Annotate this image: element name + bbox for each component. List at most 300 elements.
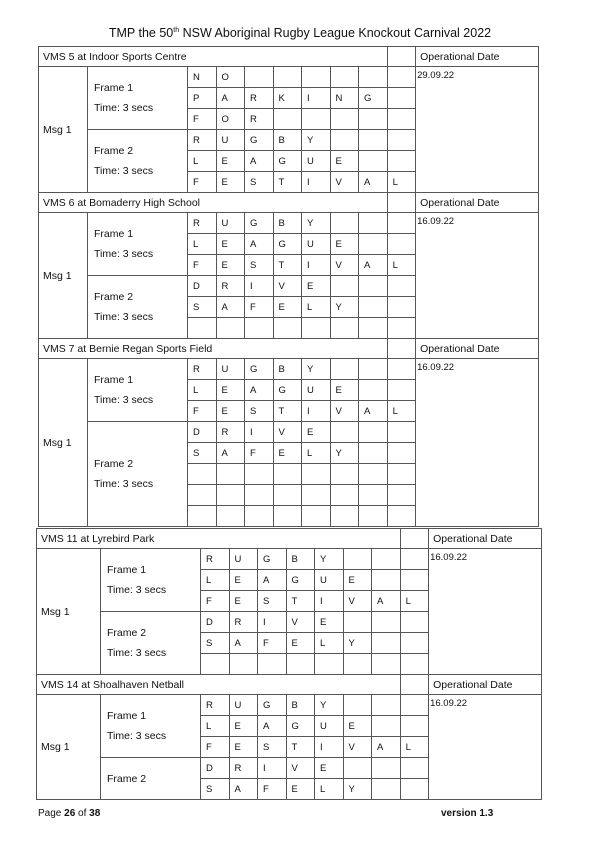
vms-letter-cell <box>359 443 388 464</box>
vms-letter-cell: G <box>245 213 274 234</box>
vms-letter-cell <box>359 297 388 318</box>
operational-date-label: Operational Date <box>416 47 539 67</box>
vms-letter-cell <box>372 654 401 675</box>
message-row <box>37 695 542 716</box>
vms-letter-cell: Y <box>302 130 331 151</box>
vms-letter-cell <box>400 612 429 633</box>
vms-letter-cell <box>330 109 359 130</box>
vms-letter-cell <box>387 506 416 527</box>
vms-letter-cell: Y <box>315 695 344 716</box>
frame-time: Time: 3 secs <box>94 478 154 490</box>
vms-letter-cell: L <box>400 591 429 612</box>
vms-letter-cell <box>359 130 388 151</box>
vms-letter-cell: S <box>188 443 217 464</box>
message-label: Msg 1 <box>37 549 101 675</box>
vms-letter-cell: F <box>258 633 287 654</box>
vms-letter-cell: L <box>315 633 344 654</box>
vms-letter-cell <box>387 380 416 401</box>
vms-letter-cell: E <box>216 255 245 276</box>
vms-letter-cell: B <box>273 130 302 151</box>
vms-letter-cell: Y <box>330 443 359 464</box>
vms-letter-cell <box>330 485 359 506</box>
vms-letter-cell: V <box>343 591 372 612</box>
vms-letter-cell <box>330 464 359 485</box>
vms-letter-cell: E <box>229 570 258 591</box>
vms-location: VMS 7 at Bernie Regan Sports Field <box>39 339 388 359</box>
vms-letter-cell <box>216 485 245 506</box>
vms-letter-cell <box>330 213 359 234</box>
vms-letter-cell: E <box>216 401 245 422</box>
frame-cell <box>101 549 201 612</box>
vms-letter-cell <box>216 318 245 339</box>
vms-letter-cell: A <box>245 151 274 172</box>
vms-letter-cell: F <box>245 443 274 464</box>
vms-letter-cell <box>387 88 416 109</box>
vms-letter-cell <box>188 464 217 485</box>
message-label: Msg 1 <box>39 67 88 193</box>
message-label: Msg 1 <box>37 695 101 800</box>
frame-time: Time: 3 secs <box>94 102 154 114</box>
vms-letter-cell: E <box>286 633 315 654</box>
vms-letter-cell <box>359 464 388 485</box>
vms-letter-cell <box>343 758 372 779</box>
vms-letter-cell: G <box>245 359 274 380</box>
vms-letter-cell <box>188 318 217 339</box>
vms-letter-cell: L <box>188 234 217 255</box>
footer-page-number <box>38 808 100 819</box>
vms-letter-cell: I <box>302 88 331 109</box>
frame-time: Time: 3 secs <box>107 730 167 742</box>
vms-letter-cell: E <box>286 779 315 800</box>
vms-letter-cell: G <box>273 234 302 255</box>
vms-letter-cell: E <box>229 591 258 612</box>
vms-letter-cell: U <box>302 234 331 255</box>
vms-letter-cell <box>359 506 388 527</box>
vms-letter-cell: D <box>201 758 230 779</box>
vms-letter-cell: R <box>229 612 258 633</box>
operational-date-label: Operational Date <box>416 339 539 359</box>
vms-letter-cell <box>387 443 416 464</box>
vms-letter-cell: B <box>286 549 315 570</box>
vms-location: VMS 14 at Shoalhaven Netball <box>37 675 401 695</box>
vms-letter-cell: L <box>315 779 344 800</box>
vms-letter-cell <box>188 485 217 506</box>
vms-letter-cell <box>372 549 401 570</box>
vms-letter-cell <box>245 506 274 527</box>
vms-letter-cell <box>216 464 245 485</box>
vms-letter-cell: A <box>359 401 388 422</box>
vms-letter-cell: G <box>359 88 388 109</box>
vms-letter-cell <box>273 318 302 339</box>
vms-letter-cell: E <box>216 234 245 255</box>
vms-location: VMS 11 at Lyrebird Park <box>37 529 401 549</box>
vms-letter-cell: E <box>216 151 245 172</box>
vms-letter-cell: Y <box>302 213 331 234</box>
vms-letter-cell: V <box>330 401 359 422</box>
vms-letter-cell: S <box>245 255 274 276</box>
vms-letter-cell: Y <box>343 779 372 800</box>
vms-letter-cell: S <box>258 591 287 612</box>
vms-letter-cell: S <box>258 737 287 758</box>
vms-letter-cell <box>273 506 302 527</box>
vms-letter-cell <box>387 109 416 130</box>
vms-letter-cell: R <box>216 422 245 443</box>
vms-letter-cell <box>387 213 416 234</box>
vms-letter-cell <box>400 654 429 675</box>
vms-letter-cell <box>400 549 429 570</box>
title-text-post: NSW Aboriginal Rugby League Knockout Carnival 2022 <box>179 26 492 40</box>
vms-letter-cell: A <box>245 234 274 255</box>
vms-letter-cell <box>387 67 416 88</box>
vms-table-lower <box>36 528 542 800</box>
message-label: Msg 1 <box>39 359 88 527</box>
vms-letter-cell: U <box>315 570 344 591</box>
vms-letter-cell <box>302 67 331 88</box>
title-superscript: th <box>173 26 180 34</box>
vms-letter-cell <box>258 654 287 675</box>
vms-letter-cell <box>302 109 331 130</box>
vms-letter-cell: G <box>258 695 287 716</box>
frame-cell <box>101 695 201 758</box>
vms-letter-cell: S <box>245 401 274 422</box>
vms-letter-cell <box>387 359 416 380</box>
frame-cell <box>101 758 201 800</box>
vms-letter-cell: L <box>188 380 217 401</box>
vms-letter-cell: V <box>273 422 302 443</box>
vms-letter-cell: R <box>188 213 217 234</box>
vms-letter-cell: U <box>315 716 344 737</box>
vms-letter-cell <box>372 695 401 716</box>
frame-time: Time: 3 secs <box>107 584 167 596</box>
frame-time: Time: 3 secs <box>94 311 154 323</box>
vms-letter-cell: B <box>286 695 315 716</box>
vms-letter-cell: U <box>302 380 331 401</box>
vms-letter-cell: F <box>188 255 217 276</box>
vms-letter-cell: G <box>273 151 302 172</box>
vms-letter-cell <box>302 318 331 339</box>
vms-letter-cell: R <box>201 695 230 716</box>
vms-letter-cell: N <box>330 88 359 109</box>
frame-cell <box>88 422 188 527</box>
header-spacer-cell <box>400 675 429 695</box>
frame-time: Time: 3 secs <box>94 165 154 177</box>
vms-letter-cell: V <box>330 255 359 276</box>
vms-letter-cell <box>216 506 245 527</box>
vms-letter-cell: L <box>188 151 217 172</box>
vms-letter-cell: A <box>216 297 245 318</box>
vms-letter-cell: L <box>387 401 416 422</box>
vms-letter-cell: O <box>216 67 245 88</box>
header-spacer-cell <box>387 193 416 213</box>
vms-letter-cell <box>273 67 302 88</box>
frame-label: Frame 1 <box>107 564 147 576</box>
vms-letter-cell: I <box>302 172 331 193</box>
vms-letter-cell <box>387 130 416 151</box>
vms-letter-cell <box>359 151 388 172</box>
operational-date-value: 16.09.22 <box>416 213 539 339</box>
vms-letter-cell <box>387 297 416 318</box>
vms-letter-cell: I <box>245 276 274 297</box>
vms-letter-cell: A <box>216 443 245 464</box>
title-text-pre: TMP the 50 <box>108 26 174 40</box>
vms-letter-cell <box>372 633 401 654</box>
vms-letter-cell: U <box>216 359 245 380</box>
vms-letter-cell: E <box>216 380 245 401</box>
vms-letter-cell: T <box>273 172 302 193</box>
vms-letter-cell: B <box>273 359 302 380</box>
vms-letter-cell <box>330 130 359 151</box>
vms-letter-cell <box>188 506 217 527</box>
frame-time: Time: 3 secs <box>94 248 154 260</box>
vms-letter-cell <box>400 716 429 737</box>
vms-letter-cell: L <box>387 255 416 276</box>
vms-letter-cell: A <box>258 570 287 591</box>
vms-letter-cell <box>372 612 401 633</box>
vms-letter-cell: S <box>201 779 230 800</box>
vms-letter-cell <box>286 654 315 675</box>
vms-letter-cell: R <box>229 758 258 779</box>
vms-letter-cell: E <box>330 151 359 172</box>
vms-letter-cell <box>400 758 429 779</box>
section-header-row <box>39 339 539 359</box>
vms-letter-cell: A <box>229 779 258 800</box>
vms-letter-cell: E <box>330 380 359 401</box>
operational-date-label: Operational Date <box>429 675 542 695</box>
operational-date-value: 16.09.22 <box>429 695 542 800</box>
footer-page-current: 26 <box>64 808 76 819</box>
vms-letter-cell <box>359 380 388 401</box>
vms-letter-cell: P <box>188 88 217 109</box>
section-header-row <box>37 529 542 549</box>
frame-time: Time: 3 secs <box>94 394 154 406</box>
vms-letter-cell: S <box>245 172 274 193</box>
vms-letter-cell <box>400 779 429 800</box>
vms-letter-cell: T <box>273 255 302 276</box>
vms-letter-cell: I <box>315 591 344 612</box>
vms-letter-cell: E <box>273 443 302 464</box>
frame-cell <box>88 213 188 276</box>
vms-letter-cell: E <box>315 758 344 779</box>
vms-letter-cell <box>302 506 331 527</box>
frame-label: Frame 1 <box>94 228 134 240</box>
vms-letter-cell <box>330 422 359 443</box>
vms-letter-cell <box>229 654 258 675</box>
message-row <box>39 67 539 88</box>
vms-letter-cell <box>359 67 388 88</box>
frame-cell <box>88 130 188 193</box>
vms-letter-cell <box>343 612 372 633</box>
frame-label: Frame 1 <box>94 82 134 94</box>
operational-date-value: 29.09.22 <box>416 67 539 193</box>
vms-letter-cell: D <box>201 612 230 633</box>
vms-letter-cell: E <box>330 234 359 255</box>
vms-letter-cell: L <box>302 297 331 318</box>
page-title <box>0 26 600 40</box>
vms-letter-cell: Y <box>315 549 344 570</box>
frame-time: Time: 3 secs <box>107 647 167 659</box>
message-label: Msg 1 <box>39 213 88 339</box>
vms-letter-cell <box>387 234 416 255</box>
vms-letter-cell <box>245 485 274 506</box>
vms-letter-cell: K <box>273 88 302 109</box>
operational-date-label: Operational Date <box>429 529 542 549</box>
vms-letter-cell <box>372 779 401 800</box>
vms-letter-cell <box>273 109 302 130</box>
header-spacer-cell <box>387 47 416 67</box>
vms-letter-cell: S <box>201 633 230 654</box>
vms-letter-cell: N <box>188 67 217 88</box>
vms-letter-cell: E <box>229 716 258 737</box>
vms-letter-cell: A <box>372 737 401 758</box>
vms-letter-cell: E <box>273 297 302 318</box>
vms-letter-cell: I <box>302 401 331 422</box>
vms-letter-cell: A <box>245 380 274 401</box>
footer-version: version 1.3 <box>441 808 494 819</box>
vms-letter-cell <box>343 695 372 716</box>
frame-label: Frame 2 <box>107 772 147 785</box>
vms-letter-cell: U <box>302 151 331 172</box>
vms-letter-cell: S <box>188 297 217 318</box>
vms-letter-cell: A <box>216 88 245 109</box>
vms-letter-cell <box>359 213 388 234</box>
vms-letter-cell: T <box>273 401 302 422</box>
header-spacer-cell <box>387 339 416 359</box>
vms-letter-cell: V <box>286 758 315 779</box>
vms-letter-cell: V <box>286 612 315 633</box>
vms-letter-cell: L <box>387 172 416 193</box>
frame-cell <box>88 359 188 422</box>
vms-letter-cell: D <box>188 422 217 443</box>
vms-letter-cell: E <box>302 422 331 443</box>
vms-table-upper <box>38 46 539 527</box>
vms-letter-cell: R <box>201 549 230 570</box>
footer-page-prefix: Page <box>38 808 65 819</box>
vms-letter-cell <box>359 109 388 130</box>
vms-letter-cell <box>245 318 274 339</box>
vms-letter-cell: L <box>201 570 230 591</box>
vms-letter-cell: E <box>343 716 372 737</box>
operational-date-value: 16.09.22 <box>416 359 539 527</box>
vms-letter-cell: F <box>188 172 217 193</box>
frame-cell <box>88 67 188 130</box>
header-spacer-cell <box>400 529 429 549</box>
vms-letter-cell: U <box>229 695 258 716</box>
operational-date-value: 16.09.22 <box>429 549 542 675</box>
vms-letter-cell <box>387 464 416 485</box>
vms-letter-cell <box>400 633 429 654</box>
vms-letter-cell: A <box>258 716 287 737</box>
frame-label: Frame 1 <box>94 374 134 386</box>
vms-letter-cell: B <box>273 213 302 234</box>
vms-letter-cell <box>359 276 388 297</box>
vms-letter-cell <box>245 464 274 485</box>
vms-letter-cell: G <box>286 570 315 591</box>
message-row <box>39 359 539 380</box>
vms-letter-cell: R <box>188 130 217 151</box>
vms-letter-cell <box>400 695 429 716</box>
vms-letter-cell: A <box>229 633 258 654</box>
vms-letter-cell: Y <box>330 297 359 318</box>
vms-letter-cell: I <box>258 758 287 779</box>
vms-letter-cell: Y <box>343 633 372 654</box>
vms-letter-cell <box>387 422 416 443</box>
vms-letter-cell <box>359 422 388 443</box>
frame-label: Frame 2 <box>107 627 147 639</box>
vms-letter-cell <box>387 276 416 297</box>
vms-letter-cell: V <box>343 737 372 758</box>
vms-letter-cell <box>372 716 401 737</box>
vms-letter-cell <box>330 318 359 339</box>
vms-letter-cell: U <box>229 549 258 570</box>
frame-label: Frame 2 <box>94 458 134 470</box>
vms-letter-cell <box>359 318 388 339</box>
operational-date-label: Operational Date <box>416 193 539 213</box>
vms-letter-cell: G <box>245 130 274 151</box>
vms-letter-cell: A <box>359 255 388 276</box>
frame-cell <box>101 612 201 675</box>
vms-letter-cell <box>343 549 372 570</box>
vms-letter-cell: L <box>201 716 230 737</box>
vms-letter-cell: E <box>229 737 258 758</box>
vms-location: VMS 5 at Indoor Sports Centre <box>39 47 388 67</box>
vms-letter-cell: L <box>302 443 331 464</box>
message-row <box>39 213 539 234</box>
vms-letter-cell: G <box>258 549 287 570</box>
vms-letter-cell <box>400 570 429 591</box>
message-row <box>37 549 542 570</box>
vms-letter-cell: F <box>201 591 230 612</box>
vms-letter-cell <box>330 276 359 297</box>
vms-letter-cell <box>359 359 388 380</box>
vms-letter-cell <box>302 485 331 506</box>
vms-letter-cell <box>359 485 388 506</box>
section-header-row <box>37 675 542 695</box>
footer-page-of: of <box>75 808 90 819</box>
frame-label: Frame 2 <box>94 145 134 157</box>
vms-letter-cell: U <box>216 213 245 234</box>
frame-label: Frame 1 <box>107 710 147 722</box>
vms-letter-cell <box>343 654 372 675</box>
vms-letter-cell: G <box>286 716 315 737</box>
vms-letter-cell <box>359 234 388 255</box>
vms-letter-cell <box>245 67 274 88</box>
vms-letter-cell <box>330 359 359 380</box>
vms-letter-cell <box>302 464 331 485</box>
vms-letter-cell <box>372 570 401 591</box>
vms-letter-cell: F <box>258 779 287 800</box>
vms-letter-cell: F <box>245 297 274 318</box>
vms-letter-cell: E <box>216 172 245 193</box>
vms-letter-cell <box>273 485 302 506</box>
vms-letter-cell <box>387 485 416 506</box>
vms-letter-cell: U <box>216 130 245 151</box>
vms-letter-cell: E <box>315 612 344 633</box>
vms-letter-cell <box>372 758 401 779</box>
vms-letter-cell: Y <box>302 359 331 380</box>
vms-letter-cell: I <box>302 255 331 276</box>
vms-letter-cell <box>387 318 416 339</box>
frame-cell <box>88 276 188 339</box>
vms-letter-cell: I <box>315 737 344 758</box>
vms-letter-cell <box>330 506 359 527</box>
vms-location: VMS 6 at Bomaderry High School <box>39 193 388 213</box>
vms-letter-cell <box>330 67 359 88</box>
vms-letter-cell: R <box>188 359 217 380</box>
vms-letter-cell: V <box>330 172 359 193</box>
vms-letter-cell: F <box>188 401 217 422</box>
vms-letter-cell: I <box>258 612 287 633</box>
vms-letter-cell: R <box>245 88 274 109</box>
